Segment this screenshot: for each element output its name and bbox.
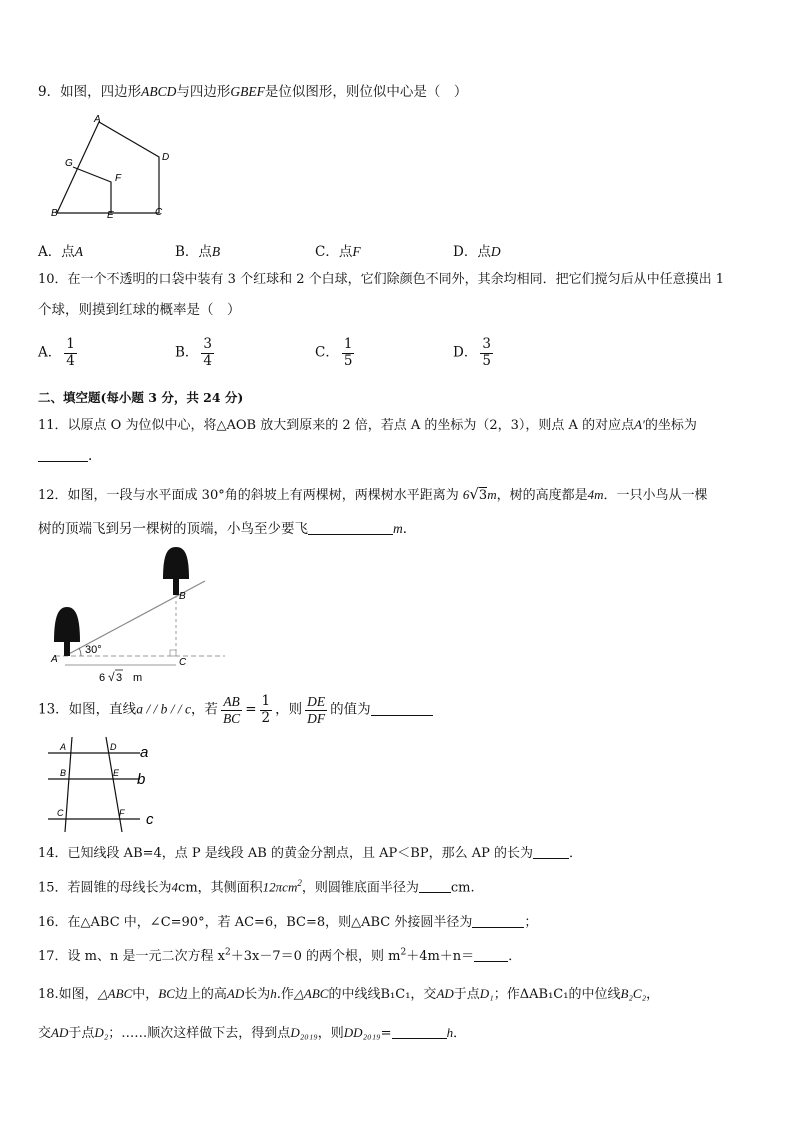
q12-label-C: C [179,657,187,668]
q12-tree-left [54,607,80,642]
q12-answer-blank[interactable] [308,520,393,535]
q13-transversal-left [65,737,72,832]
q9-label-F: F [115,173,122,184]
q14-line: 14．已知线段 AB=4，点 P 是线段 AB 的黄金分割点，且 AP＜BP，那么 AP 的长为 ． [38,846,582,861]
q13-label-a: a [140,744,149,761]
q13-stem: 13．如图，直线a / / b / / c，若 $\frac{AB}{BC}$ = $\frac{1}{2}$ ，则 $\frac{DE}{DF}$ 的值为 [38,694,433,726]
q9-option-a[interactable]: A．点A [38,244,83,260]
q9-option-c[interactable]: C．点F [315,244,361,260]
q14-answer-blank[interactable] [533,844,569,859]
q9-figure [45,110,185,225]
q13-label-D: D [110,742,117,752]
q12-figure [45,545,235,690]
q12-dist-root: √ [108,670,115,684]
q18-line2: 交AD于点D₂；……顺次这样做下去，得到点D₂₀₁₉，则DD₂₀₁₉= h． [38,1025,467,1041]
q12-angle-arc [79,648,81,656]
q11-line2: . [38,447,92,464]
q12-dist-unit: m [133,672,143,684]
q12-tree-right [163,547,189,579]
q13-label-C: C [57,808,64,818]
q13-answer-blank[interactable] [371,701,433,716]
q10-option-d[interactable]: D． $\frac{3}{5}$ [453,336,491,369]
q13-label-A: A [60,742,67,752]
q17-line: 17．设 m、n 是一元二次方程 $x^2+3x-7=0$ 的两个根，则 $m^2+4m+n=$ ． [38,947,522,964]
q12-right-angle [170,650,176,656]
q9-quad-gbef [73,167,111,213]
q9-label-E: E [107,210,114,221]
q16-line: 16．在△ABC 中，∠C=90°，若 AC=6，BC=8，则△ABC 外接圆半径为 ； [38,915,538,930]
q9-label-D: D [162,152,170,163]
q12-label-A: A [51,654,58,665]
q18-answer-blank[interactable] [392,1024,447,1039]
q10-option-a[interactable]: A． $\frac{1}{4}$ [38,336,75,369]
q15-answer-blank[interactable] [419,878,451,893]
q12-label-B: B [179,591,186,602]
q13-label-b: b [137,771,146,788]
q13-label-c: c [146,811,154,828]
q13-label-B: B [60,768,67,778]
q9-label-G: G [65,158,73,169]
q12-line1: 12．如图，一段与水平面成 30°角的斜坡上有两棵树，两棵树水平距离为 6√3m，树的高度都是4m．一只小鸟从一棵 [38,485,708,503]
q12-trunk-left [64,642,70,656]
q13-label-F: F [119,808,125,818]
q17-answer-blank[interactable] [474,947,508,962]
q12-dist-coef: 6 [99,672,106,684]
q9-label-A: A [94,114,101,125]
q10-option-b[interactable]: B． $\frac{3}{4}$ [175,336,213,369]
q10-line2: 个球，则摸到红球的概率是（ ） [38,302,241,318]
q13-figure [40,735,170,835]
q9-label-C: C [155,207,163,218]
q9-option-b[interactable]: B．点B [175,244,221,260]
q10-line1: 10．在一个不透明的口袋中装有 3 个红球和 2 个白球，它们除颜色不同外，其余均相同．把它们搅匀后从中任意摸出 1 [38,272,725,287]
q9-stem: 9．如图，四边形ABCD与四边形GBEF是位似图形，则位似中心是（ ） [38,84,468,100]
q18-line1: 18.如图，△ABC中，BC边上的高AD长为h.作△ABC的中线线B₁C₁，交AD于点D₁；作ΔAB₁C₁的中位线B₂C₂， [38,986,660,1002]
q11-answer-blank[interactable] [38,447,88,462]
q11-line1: 11．以原点 O 为位似中心，将△AOB 放大到原来的 2 倍，若点 A 的坐标为（2，3），则点 A 的对应点A′的坐标为 [38,417,697,433]
q15-line: 15．若圆锥的母线长为4cm，其侧面积12πcm$^2$，则圆锥底面半径为 cm. [38,878,475,896]
q12-angle-label: 30° [85,644,102,656]
q10-option-c[interactable]: C． $\frac{1}{5}$ [315,336,353,369]
q9-option-d[interactable]: D．点D [453,244,501,260]
q12-dist-rad: 3 [116,672,123,684]
q16-answer-blank[interactable] [472,913,524,928]
q12-line2: 树的顶端飞到另一棵树的顶端，小鸟至少要飞 m． [38,521,417,537]
section-2-heading: 二、填空题(每小题 3 分，共 24 分) [38,390,244,405]
q13-label-E: E [113,768,120,778]
q9-label-B: B [51,208,58,219]
